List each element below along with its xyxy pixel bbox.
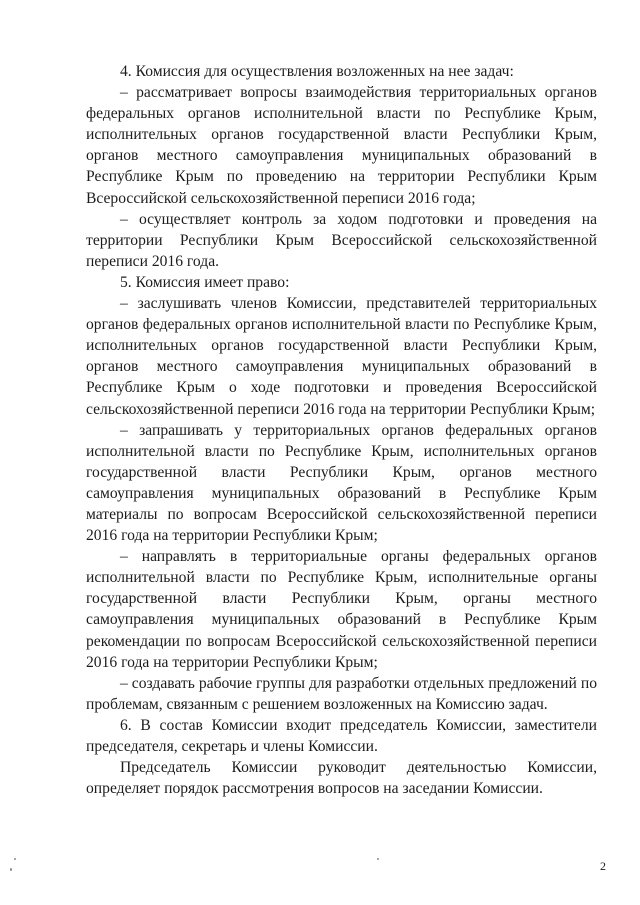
paragraph-item-4-review-questions: – рассматривает вопросы взаимодействия территориальных органов федеральных органов исполнительной власти по Республике Крым, исполнительных органов государственной власти Республики Крым, органов местного самоуправления муниципальных образований в Республике Крым по проведению на территории Республики Крым Всероссийской сельскохозяйственной переписи 2016 года; — [86, 84, 597, 207]
paragraph-item-5-intro: 5. Комиссия имеет право: — [120, 273, 290, 291]
page-number: 2 — [600, 859, 606, 873]
paragraph-item-5-hear-members: – заслушивать членов Комиссии, представителей территориальных органов федеральных органов исполнительной власти по Республике Крым, исполнительных органов государственной власти Республики Крым, органов местного самоуправления муниципальных образований в Республике Крым о ходе подготовки и проведения Всероссийской сельскохозяйственной переписи 2016 года на территории Республики Крым; — [86, 295, 597, 418]
paragraph-item-4-control: – осуществляет контроль за ходом подготовки и проведения на территории Республики Крым Всероссийской сельскохозяйственной переписи 2016 года. — [86, 210, 597, 270]
paragraph-item-5-working-groups: – создавать рабочие группы для разработки отдельных предложений по проблемам, связанным с решением возложенных на Комиссию задач. — [86, 674, 597, 713]
paragraph-chairman-role: Председатель Комиссии руководит деятельностью Комиссии, определяет порядок рассмотрения вопросов на заседании Комиссии. — [86, 759, 597, 798]
document-body — [86, 61, 597, 799]
paragraph-item-5-send-recommendations: – направлять в территориальные органы федеральных органов исполнительной власти по Республике Крым, исполнительные органы государственной власти Республики Крым, органы местного самоуправления муниципальных образований в Республике Крым рекомендации по вопросам Всероссийской сельскохозяйственной переписи 2016 года на территории Республики Крым; — [86, 548, 597, 671]
scan-speck — [10, 868, 12, 871]
paragraph-item-5-request-materials: – запрашивать у территориальных органов федеральных органов исполнительной власти по Республике Крым, исполнительных органов государственной власти Республики Крым, органов местного самоуправления муниципальных образований в Республике Крым материалы по вопросам Всероссийской сельскохозяйственной переписи 2016 года на территории Республики Крым; — [86, 421, 597, 545]
paragraph-item-4-intro: 4. Комиссия для осуществления возложенных на нее задач: — [120, 63, 514, 80]
scan-speck — [377, 858, 379, 860]
scan-speck — [14, 858, 16, 860]
paragraph-item-6-composition: 6. В состав Комиссии входит председатель Комиссии, заместители председателя, секретарь и члены Комиссии. — [86, 716, 597, 755]
